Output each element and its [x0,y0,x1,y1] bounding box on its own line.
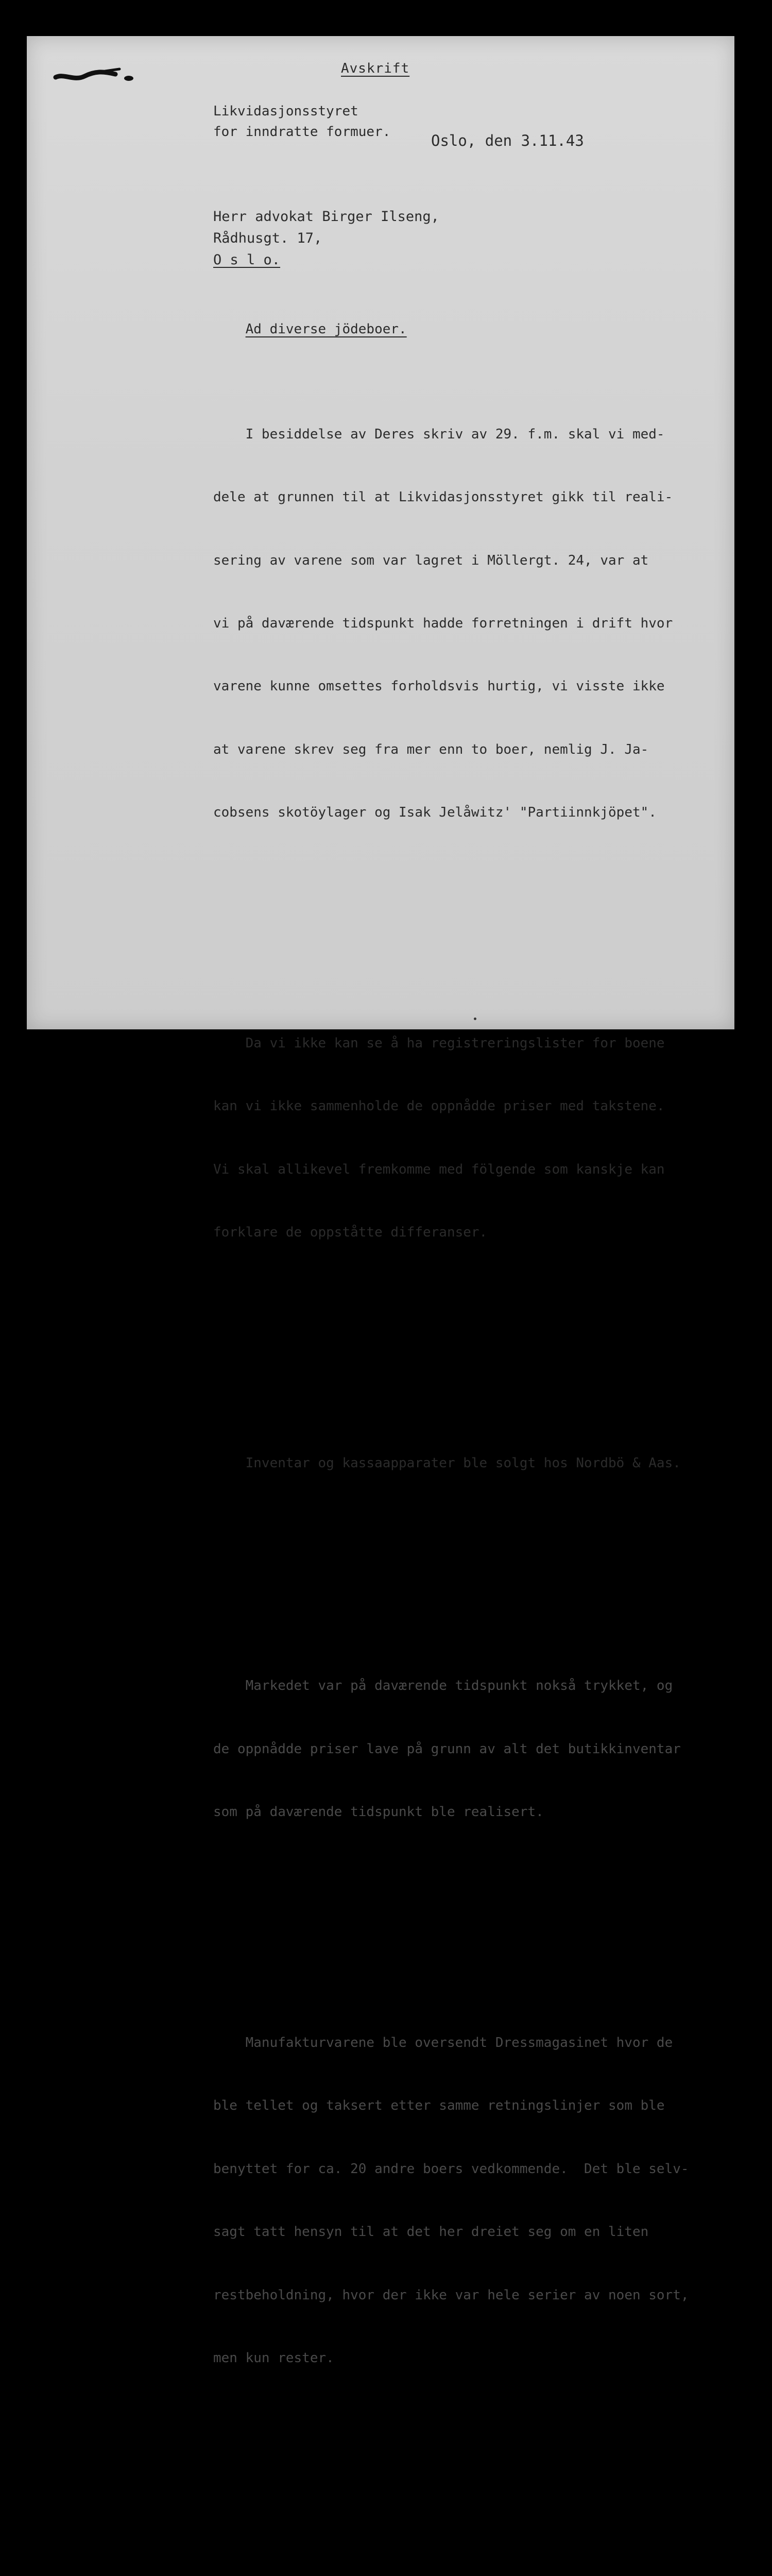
text-line: de oppnådde priser lave på grunn av alt det butikkinventar [213,1741,681,1757]
text-line: sagt tatt hensyn til at det her dreiet seg om en liten [213,2224,649,2240]
paragraph-1 [213,382,728,865]
subject-line: Ad diverse jödeboer. [245,321,407,337]
ink-scribble-mark [54,67,136,88]
text-line: ble tellet og taksert etter samme retningslinjer som ble [213,2098,665,2114]
paragraph-4 [213,1634,728,1865]
text-line: Vi skal allikevel fremkomme med fölgende som kanskje kan [213,1161,665,1177]
text-line: Da vi ikke kan se å ha registreringslister for boene [213,1036,665,1052]
address-line: Herr advokat Birger Ilseng, [213,209,439,225]
address-line: Rådhusgt. 17, [213,230,322,246]
text-line: forklare de oppståtte differanser. [213,1225,488,1241]
text-line: varene kunne omsettes forholdsvis hurtig, vi visste ikke [213,679,665,694]
text-line: vi på daværende tidspunkt hadde forretningen i drift hvor [213,615,673,631]
text-line: at varene skrev seg fra mer enn to boer, nemlig J. Ja- [213,741,649,757]
document-title: Avskrift [341,61,410,76]
document-page [27,36,734,2366]
text-line: som på daværende tidspunkt ble realisert. [213,1804,544,1820]
text-line: benyttet for ca. 20 andre boers vedkommende. Det ble selv- [213,2161,689,2177]
text-line: kan vi ikke sammenholde de oppnådde priser med takstene. [213,1098,665,1114]
text-line: I besiddelse av Deres skriv av 29. f.m. skal vi med- [213,426,665,442]
text-line: cobsens skotöylager og Isak Jelåwitz' "Partiinnkjöpet". [213,805,657,821]
text-line: Markedet var på daværende tidspunkt nokså trykket, og [213,1678,673,1694]
text-line: sering av varene som var lagret i Möllergt. 24, var at [213,552,649,568]
text-line: Manufakturvarene ble oversendt Dressmagasinet hvor de [213,2035,673,2050]
paragraph-6 [213,2538,728,2576]
paragraph-3 [213,1411,728,1516]
letter-body [213,298,728,2576]
recipient-address [213,206,439,271]
sender-line: Likvidasjonsstyret [213,104,358,119]
text-line: Inventar og kassaapparater ble solgt hos Nordbö & Aas. [213,1455,681,1471]
text-line: dele at grunnen til at Likvidasjonsstyret gikk til reali- [213,489,673,505]
text-line: restbeholdning, hvor der ikke var hele serier av noen sort, [213,2287,689,2303]
paragraph-2 [213,991,728,1285]
sender-line: for inndratte formuer. [213,124,391,140]
speck-mark [474,1018,476,1020]
address-city: O s l o. [213,252,281,268]
paragraph-5 [213,1990,728,2411]
text-line: men kun rester. [213,2350,334,2366]
letter-date: Oslo, den 3.11.43 [431,132,584,149]
sender-block [213,101,390,142]
